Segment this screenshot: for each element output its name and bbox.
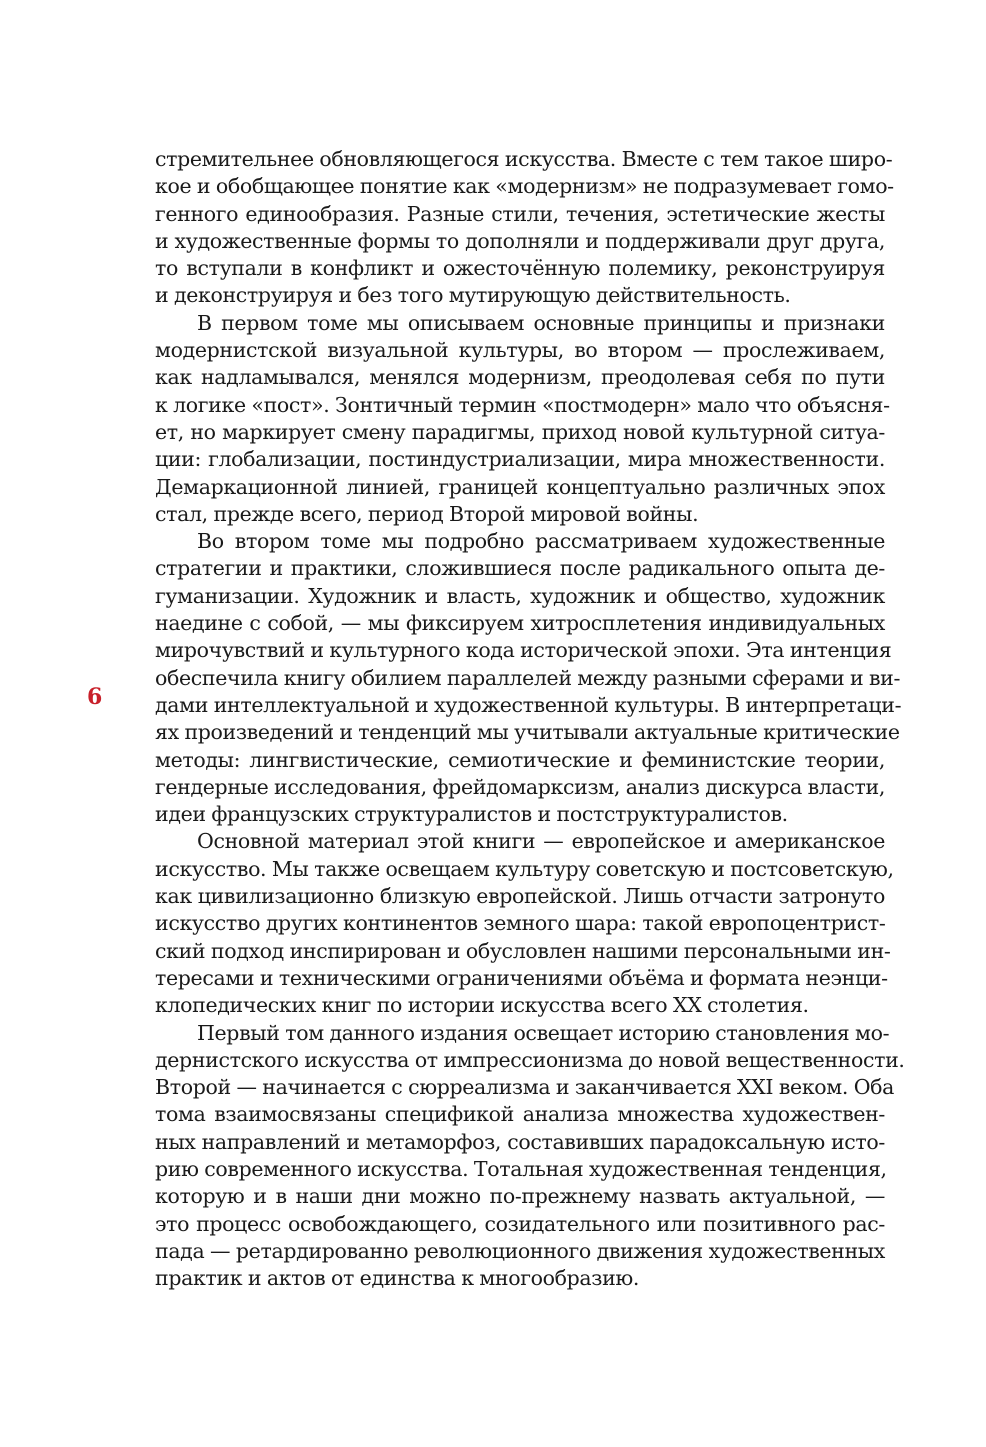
text-line: Первый том данного издания освещает историю становления мо- (197, 1020, 890, 1045)
paragraph (155, 1020, 905, 1293)
text-line: Второй — начинается с сюрреализма и заканчивается XXI веком. Оба (155, 1075, 895, 1100)
text-line: искусство других континентов земного шара: такой европоцентрист- (155, 911, 886, 936)
text-line: пада — ретардированно революционного движения художественных (155, 1238, 885, 1263)
paragraph (155, 310, 890, 528)
paragraph (155, 146, 894, 310)
text-line: методы: лингвистические, семиотические и феминистские теории, (155, 747, 885, 772)
text-line: как надламывался, менялся модернизм, преодолевая себя по пути (155, 365, 885, 390)
text-line: искусство. Мы также освещаем культуру советскую и постсоветскую, (155, 856, 894, 881)
text-line: клопедических книг по истории искусства всего XX столетия. (155, 993, 809, 1018)
text-line: тересами и техническими ограничениями объёма и формата неэнци- (155, 965, 888, 990)
text-line: генного единообразия. Разные стили, течения, эстетические жесты (155, 201, 885, 226)
text-line: Во втором томе мы подробно рассматриваем художественные (197, 529, 885, 554)
text-line: гендерные исследования, фрейдомарксизм, анализ дискурса власти, (155, 774, 885, 799)
page-number: 6 (87, 684, 103, 710)
text-line: которую и в наши дни можно по-прежнему назвать актуальной, — (155, 1184, 885, 1209)
text-line: ных направлений и метаморфоз, составивших парадоксальную исто- (155, 1129, 885, 1154)
text-line: мирочувствий и культурного кода исторической эпохи. Эта интенция (155, 638, 892, 663)
text-line: идеи французских структуралистов и постструктуралистов. (155, 802, 788, 827)
text-line: обеспечила книгу обилием параллелей между разными сферами и ви- (155, 665, 901, 690)
text-line: как цивилизационно близкую европейской. Лишь отчасти затронуто (155, 884, 885, 909)
text-line: наедине с собой, — мы фиксируем хитросплетения индивидуальных (155, 611, 885, 636)
text-line: ет, но маркирует смену парадигмы, приход новой культурной ситуа- (155, 419, 885, 444)
text-line: Основной материал этой книги — европейское и американское (197, 829, 885, 854)
text-line: ях произведений и тенденций мы учитывали актуальные критические (155, 720, 900, 745)
text-line: стремительнее обновляющегося искусства. Вместе с тем такое широ- (155, 147, 893, 171)
text-line: тома взаимосвязаны спецификой анализа множества художествен- (155, 1102, 885, 1127)
text-line: практик и актов от единства к многообразию. (155, 1266, 640, 1291)
text-line: ский подход инспирирован и обусловлен нашими персональными ин- (155, 938, 891, 963)
text-line: стал, прежде всего, период Второй мировой войны. (155, 501, 699, 526)
text-line: гуманизации. Художник и власть, художник и общество, художник (155, 583, 885, 608)
text-line: В первом томе мы описываем основные принципы и признаки (197, 310, 885, 335)
paragraph (155, 828, 894, 1019)
paragraph (155, 528, 902, 828)
text-line: модернистской визуальной культуры, во втором — прослеживаем, (155, 338, 885, 363)
text-line: ции: глобализации, постиндустриализации, мира множественности. (155, 447, 885, 472)
text-line: к логике «пост». Зонтичный термин «постмодерн» мало что объясня- (155, 392, 890, 417)
text-line: то вступали в конфликт и ожесточённую полемику, реконструируя (155, 256, 885, 281)
text-line: Демаркационной линией, границей концептуально различных эпох (155, 474, 885, 499)
text-line: и художественные формы то дополняли и поддерживали друг друга, (155, 228, 885, 253)
text-line: дами интеллектуальной и художественной культуры. В интерпретаци- (155, 692, 902, 717)
text-line: рию современного искусства. Тотальная художественная тенденция, (155, 1156, 887, 1181)
text-line: кое и обобщающее понятие как «модернизм» не подразумевает гомо- (155, 174, 894, 199)
text-line: это процесс освобождающего, созидательного или позитивного рас- (155, 1211, 885, 1236)
text-line: и деконструируя и без того мутирующую действительность. (155, 283, 791, 308)
text-line: стратегии и практики, сложившиеся после радикального опыта де- (155, 556, 885, 581)
text-line: дернистского искусства от импрессионизма до новой вещественности. (155, 1047, 905, 1072)
body-text (155, 146, 905, 1292)
